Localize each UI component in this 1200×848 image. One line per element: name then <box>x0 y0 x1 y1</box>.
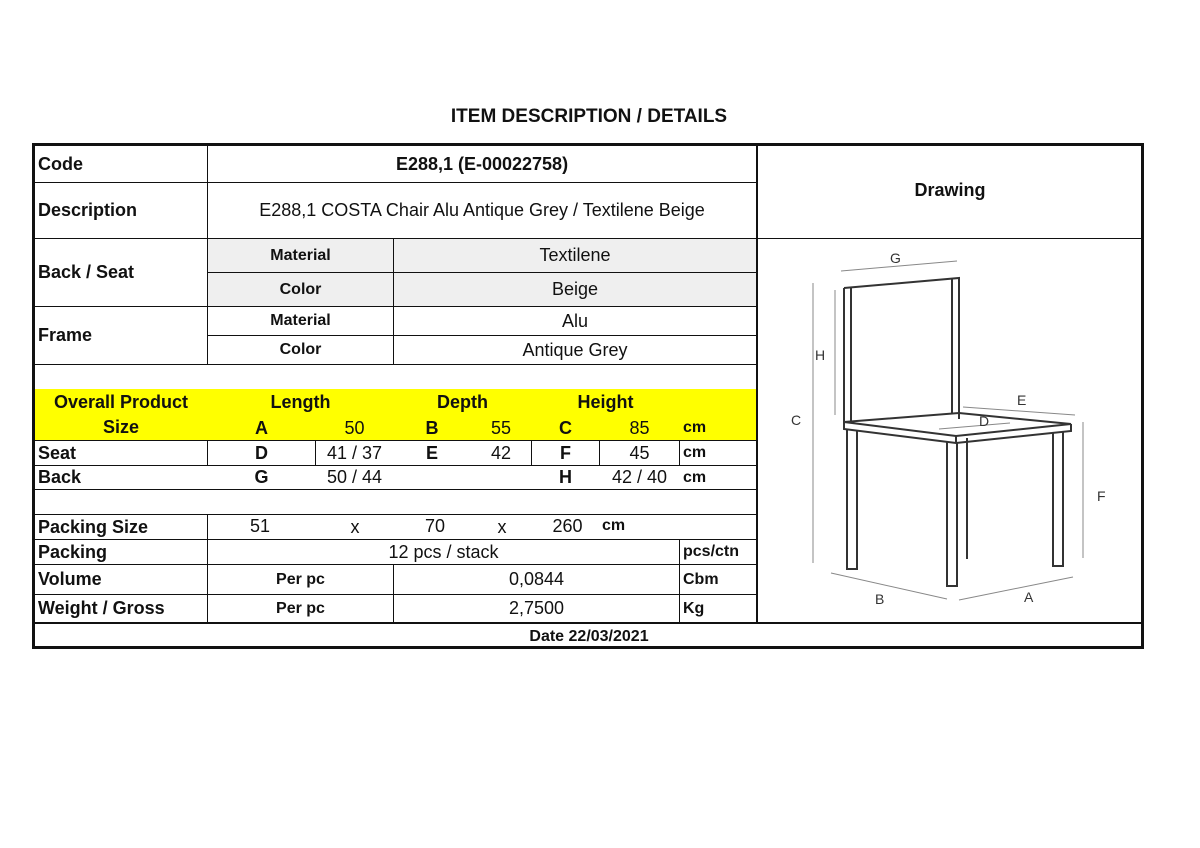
weight-label: Weight / Gross <box>38 598 165 618</box>
back-unit: cm <box>683 468 707 486</box>
volume-per: Per pc <box>276 570 325 588</box>
frame-color-value: Antique Grey <box>522 339 628 360</box>
overall-b-value: 55 <box>490 417 512 438</box>
drawing-label: Drawing <box>914 179 986 200</box>
length-label: Length <box>270 392 331 412</box>
back-g-letter: G <box>254 467 269 487</box>
packing-label: Packing <box>38 541 108 562</box>
frame-material-label: Material <box>270 312 331 329</box>
overall-a-value: 50 <box>344 417 365 438</box>
height-label: Height <box>577 392 634 412</box>
seat-label: Seat <box>38 442 77 463</box>
seat-e-value: 42 <box>490 442 512 463</box>
seat-e-letter: E <box>425 442 438 463</box>
depth-label: Depth <box>437 392 488 412</box>
frame-material-value: Alu <box>561 310 588 331</box>
back-g-value: 50 / 44 <box>326 467 383 487</box>
weight-value: 2,7500 <box>508 598 565 618</box>
frame-color-label: Color <box>279 341 322 358</box>
volume-value: 0,0844 <box>508 569 565 589</box>
drawing-letter-d: D <box>979 413 990 429</box>
back-label: Back <box>38 467 82 487</box>
details-table <box>32 143 1144 649</box>
packing-unit: pcs/ctn <box>683 543 740 560</box>
drawing-letter-b: B <box>875 591 885 607</box>
back-seat-label: Back / Seat <box>38 262 135 282</box>
drawing-letter-e: E <box>1017 392 1027 408</box>
description-value: E288,1 COSTA Chair Alu Antique Grey / Textilene Beige <box>259 200 705 220</box>
packing-size-depth: 70 <box>424 515 446 536</box>
packing-size-label: Packing Size <box>38 516 149 537</box>
back-h-letter: H <box>559 467 572 487</box>
seat-unit: cm <box>683 444 707 461</box>
overall-c-value: 85 <box>629 417 650 438</box>
seat-d-value: 41 / 37 <box>326 442 383 463</box>
back-h-value: 42 / 40 <box>611 467 668 487</box>
seat-f-value: 45 <box>629 442 650 463</box>
back-seat-material-label: Material <box>208 239 393 272</box>
seat-f-letter: F <box>560 442 571 463</box>
code-label: Code <box>38 153 83 174</box>
overall-label-line1: Overall Product <box>53 392 189 412</box>
page-title: ITEM DESCRIPTION / DETAILS <box>450 106 728 127</box>
weight-per: Per pc <box>276 599 325 617</box>
seat-d-letter: D <box>255 442 268 463</box>
packing-size-width: 51 <box>249 515 271 536</box>
description-label: Description <box>38 200 138 220</box>
date-footer: Date 22/03/2021 <box>529 627 649 645</box>
overall-c-letter: C <box>559 417 572 438</box>
packing-size-x2: x <box>497 516 507 537</box>
drawing-letter-h: H <box>815 347 826 363</box>
overall-label-line2: Size <box>102 417 140 437</box>
volume-label: Volume <box>38 569 102 589</box>
packing-value: 12 pcs / stack <box>388 541 499 562</box>
back-seat-material-value: Textilene <box>394 239 756 272</box>
overall-unit: cm <box>683 419 707 436</box>
weight-unit: Kg <box>683 599 705 617</box>
frame-label: Frame <box>38 325 93 345</box>
drawing-letter-f: F <box>1097 488 1106 504</box>
volume-unit: Cbm <box>683 570 719 588</box>
drawing-letter-c: C <box>791 412 802 428</box>
packing-size-unit: cm <box>602 517 626 534</box>
back-seat-color-label: Color <box>208 273 393 306</box>
code-value: E288,1 (E-00022758) <box>395 153 569 174</box>
packing-size-height: 260 <box>552 515 583 536</box>
back-seat-color-value: Beige <box>394 273 756 306</box>
chair-drawing <box>757 239 1143 622</box>
drawing-letter-g: G <box>890 250 901 266</box>
packing-size-x1: x <box>350 516 360 537</box>
drawing-letter-a: A <box>1024 589 1034 605</box>
overall-a-letter: A <box>255 417 268 438</box>
overall-b-letter: B <box>425 417 439 438</box>
